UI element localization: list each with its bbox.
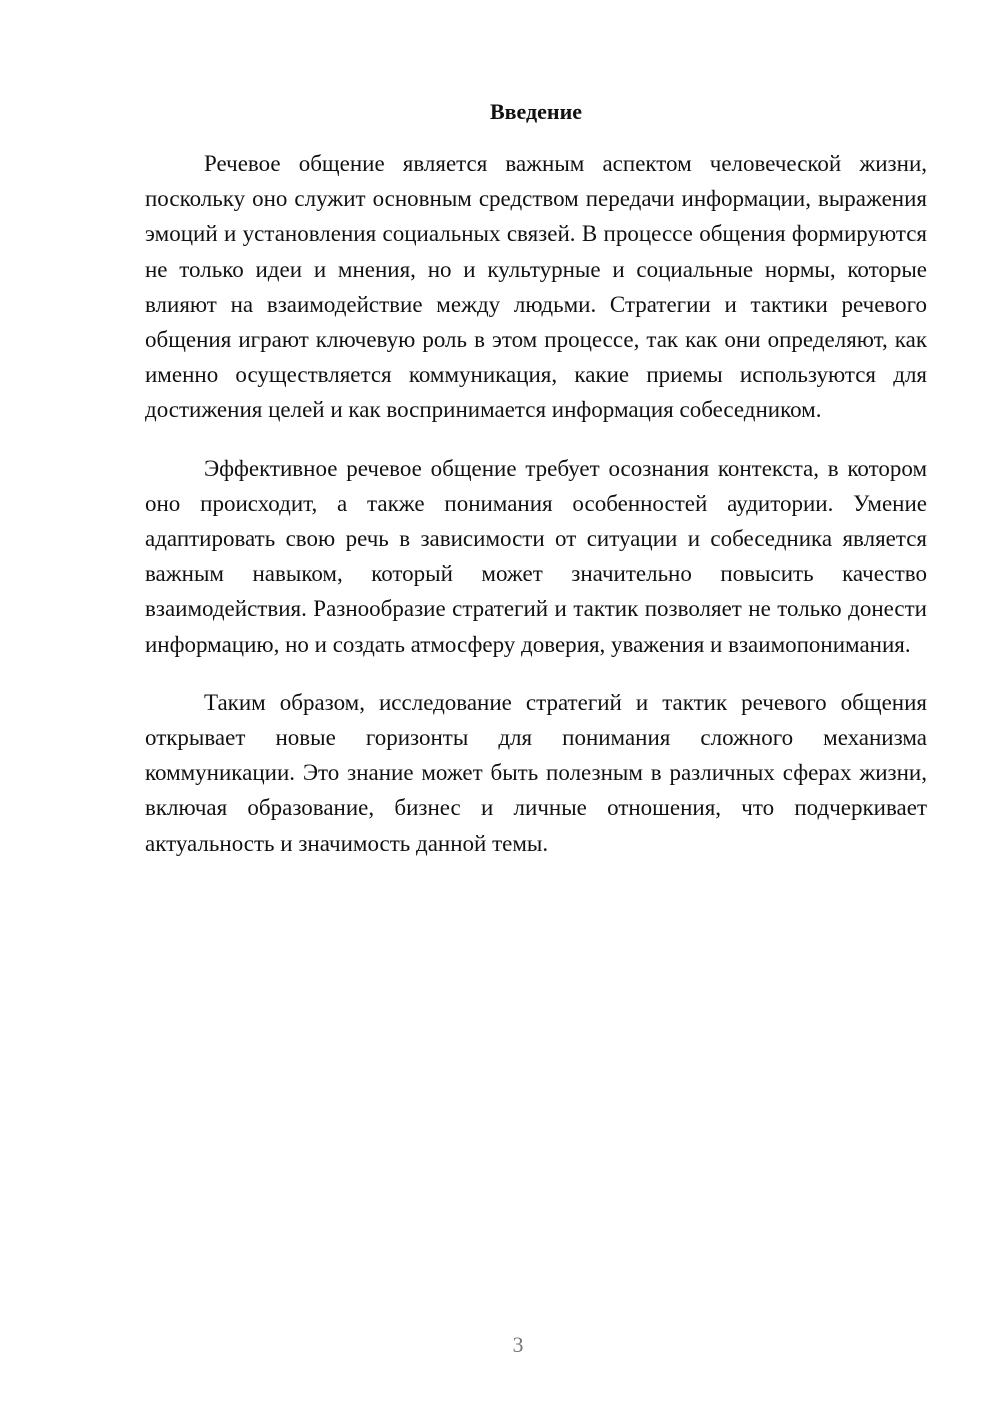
body-text (145, 146, 927, 884)
page-number: 3 (512, 1332, 524, 1357)
paragraph-2: Эффективное речевое общение требует осознания контекста, в котором оно происходит, а также понимания особенностей аудитории. Умение адаптировать свою речь в зависимости от ситуации и собеседника является важным навыком, который может значительно повысить качество взаимодействия. Разнообразие стратегий и тактик позволяет не только донести информацию, но и создать атмосферу доверия, уважения и взаимопонимания. (145, 455, 927, 657)
paragraph-3: Таким образом, исследование стратегий и тактик речевого общения открывает новые горизонты для понимания сложного механизма коммуникации. Это знание может быть полезным в различных сферах жизни, включая образование, бизнес и личные отношения, что подчеркивает актуальность и значимость данной темы. (145, 689, 927, 856)
section-title: Введение (489, 99, 583, 124)
paragraph-1: Речевое общение является важным аспектом человеческой жизни, поскольку оно служит основным средством передачи информации, выражения эмоций и установления социальных связей. В процессе общения формируются не только идеи и мнения, но и культурные и социальные нормы, которые влияют на взаимодействие между людьми. Стратегии и тактики речевого общения играют ключевую роль в этом процессе, так как они определяют, как именно осуществляется коммуникация, какие приемы используются для достижения целей и как воспринимается информация собеседником. (145, 151, 927, 423)
